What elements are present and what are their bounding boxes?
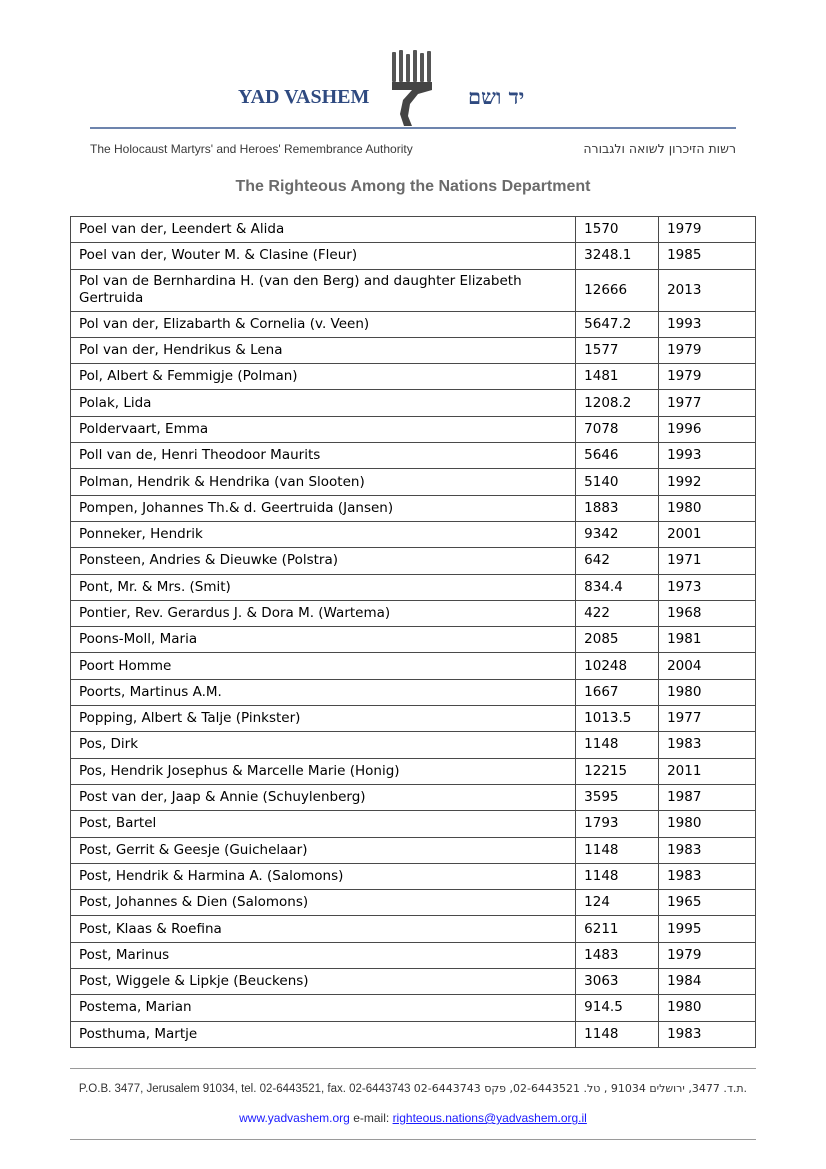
file-number-cell: 5647.2 [576,311,659,337]
table-row [71,337,756,363]
table-row [71,942,756,968]
file-number-cell: 3248.1 [576,243,659,269]
year-cell: 1979 [659,217,756,243]
name-cell: Popping, Albert & Talje (Pinkster) [71,706,576,732]
file-number-cell: 12215 [576,758,659,784]
file-number-cell: 2085 [576,627,659,653]
year-cell: 1996 [659,416,756,442]
name-cell: Post, Klaas & Roefina [71,916,576,942]
name-cell: Pontier, Rev. Gerardus J. & Dora M. (Wartema) [71,600,576,626]
logo-text-hebrew: יד ושם [468,84,525,109]
authority-line [90,142,736,158]
name-cell: Poel van der, Leendert & Alida [71,217,576,243]
authority-hebrew: רשות הזיכרון לשואה ולגבורה [583,141,736,156]
table-row [71,311,756,337]
year-cell: 1981 [659,627,756,653]
year-cell: 1984 [659,969,756,995]
table-row [71,390,756,416]
year-cell: 1971 [659,548,756,574]
table-row [71,653,756,679]
footer-divider-top [70,1068,756,1069]
table-row [71,706,756,732]
name-cell: Poort Homme [71,653,576,679]
file-number-cell: 422 [576,600,659,626]
file-number-cell: 1148 [576,837,659,863]
logo-text-english: YAD VASHEM [238,86,370,108]
year-cell: 1980 [659,811,756,837]
file-number-cell: 1883 [576,495,659,521]
file-number-cell: 1148 [576,1021,659,1047]
name-cell: Post, Marinus [71,942,576,968]
name-cell: Pol van der, Hendrikus & Lena [71,337,576,363]
year-cell: 1993 [659,443,756,469]
file-number-cell: 3595 [576,784,659,810]
table-row [71,890,756,916]
file-number-cell: 7078 [576,416,659,442]
year-cell: 1979 [659,942,756,968]
name-cell: Poldervaart, Emma [71,416,576,442]
year-cell: 2013 [659,269,756,311]
name-cell: Post, Bartel [71,811,576,837]
table-row [71,627,756,653]
file-number-cell: 1013.5 [576,706,659,732]
name-cell: Poorts, Martinus A.M. [71,679,576,705]
file-number-cell: 124 [576,890,659,916]
year-cell: 1979 [659,337,756,363]
file-number-cell: 1481 [576,364,659,390]
name-cell: Pol van de Bernhardina H. (van den Berg) and daughter Elizabeth Gertruida [71,269,576,311]
year-cell: 1983 [659,732,756,758]
table-row [71,969,756,995]
file-number-cell: 12666 [576,269,659,311]
file-number-cell: 642 [576,548,659,574]
year-cell: 1992 [659,469,756,495]
year-cell: 1983 [659,1021,756,1047]
table-row [71,269,756,311]
table-row [71,600,756,626]
year-cell: 2001 [659,521,756,547]
table-row [71,811,756,837]
name-cell: Pol, Albert & Femmigje (Polman) [71,364,576,390]
file-number-cell: 1148 [576,732,659,758]
table-row [71,469,756,495]
name-cell: Pos, Hendrik Josephus & Marcelle Marie (Honig) [71,758,576,784]
name-cell: Post, Johannes & Dien (Salomons) [71,890,576,916]
table-row [71,217,756,243]
file-number-cell: 9342 [576,521,659,547]
name-cell: Post, Gerrit & Geesje (Guichelaar) [71,837,576,863]
table-row [71,1021,756,1047]
year-cell: 1979 [659,364,756,390]
name-cell: Poons-Moll, Maria [71,627,576,653]
header-divider [90,127,736,129]
file-number-cell: 1483 [576,942,659,968]
table-row [71,243,756,269]
table-row [71,995,756,1021]
table-row [71,837,756,863]
email-label: e-mail: [353,1111,390,1125]
letterhead [0,0,826,170]
table-row [71,679,756,705]
file-number-cell: 3063 [576,969,659,995]
table-row [71,443,756,469]
year-cell: 1977 [659,390,756,416]
year-cell: 1980 [659,679,756,705]
name-cell: Pont, Mr. & Mrs. (Smit) [71,574,576,600]
name-cell: Pompen, Johannes Th.& d. Geertruida (Jansen) [71,495,576,521]
name-cell: Pos, Dirk [71,732,576,758]
file-number-cell: 5646 [576,443,659,469]
file-number-cell: 1793 [576,811,659,837]
file-number-cell: 1208.2 [576,390,659,416]
year-cell: 1993 [659,311,756,337]
footer-address [0,1082,826,1095]
name-cell: Polman, Hendrik & Hendrika (van Slooten) [71,469,576,495]
year-cell: 1977 [659,706,756,732]
year-cell: 2011 [659,758,756,784]
table-row [71,416,756,442]
year-cell: 1980 [659,995,756,1021]
table-row [71,521,756,547]
table-row [71,548,756,574]
yad-vashem-logo-icon [388,50,436,128]
name-cell: Poel van der, Wouter M. & Clasine (Fleur) [71,243,576,269]
year-cell: 2004 [659,653,756,679]
file-number-cell: 1577 [576,337,659,363]
file-number-cell: 1667 [576,679,659,705]
name-cell: Posthuma, Martje [71,1021,576,1047]
name-cell: Ponneker, Hendrik [71,521,576,547]
table-row [71,863,756,889]
year-cell: 1983 [659,837,756,863]
table-row [71,364,756,390]
name-cell: Post, Hendrik & Harmina A. (Salomons) [71,863,576,889]
file-number-cell: 914.5 [576,995,659,1021]
righteous-table [70,216,756,1048]
table-row [71,784,756,810]
table-row [71,732,756,758]
year-cell: 1980 [659,495,756,521]
table-row [71,574,756,600]
footer-contact [0,1111,826,1125]
file-number-cell: 834.4 [576,574,659,600]
name-cell: Polak, Lida [71,390,576,416]
file-number-cell: 1148 [576,863,659,889]
authority-english: The Holocaust Martyrs' and Heroes' Remembrance Authority [90,142,413,156]
footer-address-english: P.O.B. 3477, Jerusalem 91034, tel. 02-6443521, fax. 02-6443743 [78,1083,411,1095]
year-cell: 1995 [659,916,756,942]
department-title: The Righteous Among the Nations Department [235,178,591,195]
table-row [71,495,756,521]
year-cell: 1987 [659,784,756,810]
year-cell: 1983 [659,863,756,889]
name-cell: Poll van de, Henri Theodoor Maurits [71,443,576,469]
table-row [71,916,756,942]
name-cell: Post, Wiggele & Lipkje (Beuckens) [71,969,576,995]
website-link[interactable]: www.yadvashem.org [239,1111,350,1125]
name-cell: Pol van der, Elizabarth & Cornelia (v. Veen) [71,311,576,337]
name-cell: Ponsteen, Andries & Dieuwke (Polstra) [71,548,576,574]
table-body [71,217,756,1048]
file-number-cell: 6211 [576,916,659,942]
year-cell: 1985 [659,243,756,269]
table-row [71,758,756,784]
email-link[interactable]: righteous.nations@yadvashem.org.il [392,1111,587,1125]
year-cell: 1973 [659,574,756,600]
file-number-cell: 1570 [576,217,659,243]
name-cell: Postema, Marian [71,995,576,1021]
footer-address-hebrew: .ת.ד. 3477, ירושלים 91034 , טל. 02-6443521, פקס 02-6443743 [413,1082,748,1095]
year-cell: 1965 [659,890,756,916]
file-number-cell: 10248 [576,653,659,679]
year-cell: 1968 [659,600,756,626]
file-number-cell: 5140 [576,469,659,495]
footer-divider-bottom [70,1139,756,1140]
name-cell: Post van der, Jaap & Annie (Schuylenberg) [71,784,576,810]
